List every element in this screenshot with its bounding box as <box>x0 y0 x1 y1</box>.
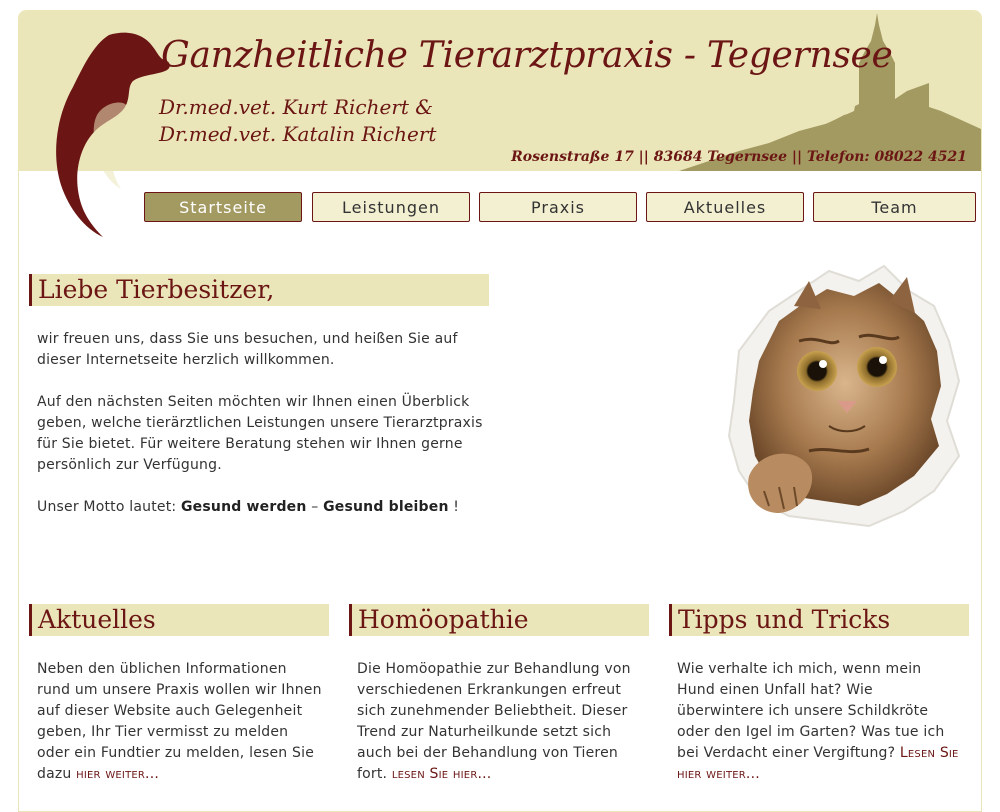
site-header <box>19 11 981 171</box>
motto-part-b: Gesund bleiben <box>323 499 449 515</box>
tipps-heading: Tipps und Tricks <box>669 604 969 636</box>
motto-separator: – <box>306 499 324 515</box>
nav-item-aktuelles[interactable]: Aktuelles <box>646 192 804 222</box>
contact-address: Rosenstraße 17 || 83684 Tegernsee || Telefon: 08022 4521 <box>511 149 967 165</box>
tipps-body: Wie verhalte ich mich, wenn mein Hund einen Unfall hat? Wie überwintere ich unsere Schildkröte oder den Igel im Garten? Was tue ich bei Verdacht einer Vergiftung? <box>677 661 945 761</box>
site-title: Ganzheitliche Tierarztpraxis - Tegernsee <box>161 35 893 76</box>
nav-item-startseite[interactable]: Startseite <box>144 192 302 222</box>
welcome-paragraph-2: Auf den nächsten Seiten möchten wir Ihnen einen Überblick geben, welche tierärztlichen Leistungen unsere Tierarztpraxis für Sie bietet. Für weitere Beratung stehen wir Ihnen gerne persönlich zur Verfügung. <box>37 394 483 473</box>
homoeopathie-text <box>357 659 642 785</box>
doctor-name-1: Dr.med.vet. Kurt Richert & <box>159 95 434 119</box>
homoeopathie-heading: Homöopathie <box>349 604 649 636</box>
aktuelles-body: Neben den üblichen Informationen rund um unsere Praxis wollen wir Ihnen auf dieser Website auch Gelegenheit geben, Ihr Tier vermisst zu melden oder ein Fundtier zu melden, lesen Sie dazu <box>37 661 322 782</box>
welcome-text <box>37 329 487 539</box>
motto-line <box>37 497 487 518</box>
cat-peeking-through-paper-photo <box>709 251 969 541</box>
aktuelles-heading: Aktuelles <box>29 604 329 636</box>
nav-item-leistungen[interactable]: Leistungen <box>312 192 470 222</box>
motto-suffix: ! <box>448 499 460 515</box>
page <box>18 10 982 812</box>
aktuelles-read-more-link[interactable]: hier weiter... <box>76 766 160 782</box>
tipps-read-more-link[interactable]: Lesen Sie hier weiter... <box>677 745 959 782</box>
nav-item-team[interactable]: Team <box>813 192 976 222</box>
tipps-text <box>677 659 962 785</box>
motto-part-a: Gesund werden <box>180 499 307 515</box>
homoeopathie-body: Die Homöopathie zur Behandlung von verschiedenen Erkrankungen erfreut sich zunehmender Beliebtheit. Dieser Trend zur Naturheilkunde setzt sich auch bei der Behandlung von Tieren fort. <box>357 661 631 782</box>
aktuelles-text <box>37 659 322 785</box>
doctor-name-2: Dr.med.vet. Katalin Richert <box>159 122 437 146</box>
nav-item-praxis[interactable]: Praxis <box>479 192 637 222</box>
welcome-paragraph-1: wir freuen uns, dass Sie uns besuchen, und heißen Sie auf dieser Internetseite herzlich willkommen. <box>37 331 458 368</box>
motto-prefix: Unser Motto lautet: <box>37 499 181 515</box>
welcome-heading: Liebe Tierbesitzer, <box>29 274 489 306</box>
homoeopathie-read-more-link[interactable]: lesen Sie hier... <box>391 766 492 782</box>
